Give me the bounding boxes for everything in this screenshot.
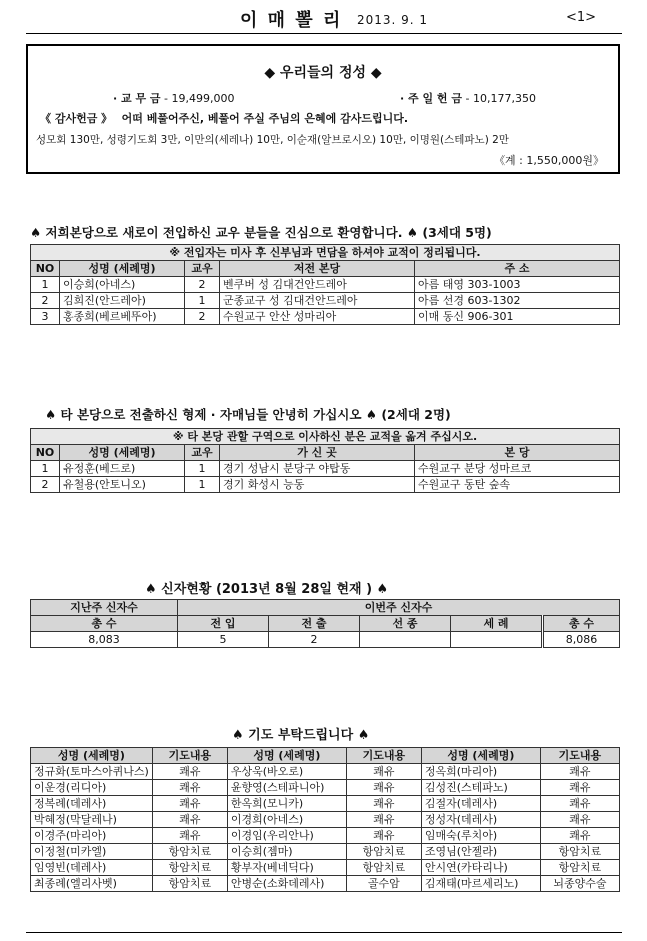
- thanks-title: 《 감사헌금 》: [40, 112, 113, 125]
- table-row: [31, 844, 620, 860]
- col-header: 성명 (세례명): [31, 748, 153, 764]
- table-row: [31, 780, 620, 796]
- offering-box: [26, 44, 620, 174]
- table-row: [31, 632, 620, 648]
- cell: 유철용(안토니오): [60, 477, 185, 493]
- newcomers-table: [30, 244, 620, 325]
- header-rule-top: [26, 33, 622, 34]
- col-header: 교우: [185, 261, 220, 277]
- thanks-line: [40, 110, 408, 126]
- table-row: [31, 860, 620, 876]
- moved-note: ※ 타 본당 관할 구역으로 이사하신 분은 교적을 옮겨 주십시오.: [31, 429, 620, 445]
- cell: 쾌유: [152, 812, 227, 828]
- cell: 정규화(토마스아퀴나스): [31, 764, 153, 780]
- cell: 쾌유: [346, 812, 421, 828]
- cell: 김절자(데레사): [421, 796, 540, 812]
- cell: 항암치료: [152, 860, 227, 876]
- col-header: 전 입: [178, 616, 269, 632]
- cell: 김성진(스테파노): [421, 780, 540, 796]
- cell: 3: [31, 309, 60, 325]
- col-header: 총 수: [543, 616, 620, 632]
- cell: 황부자(베네딕다): [227, 860, 346, 876]
- cell: 5: [178, 632, 269, 648]
- cell: 조영님(안젤라): [421, 844, 540, 860]
- cell: 쾌유: [346, 828, 421, 844]
- newsletter-title: 이 매 뽈 리: [240, 10, 343, 31]
- col-header: NO: [31, 445, 60, 461]
- newcomers-title: ♠ 저희본당으로 새로이 전입하신 교우 분들을 진심으로 환영합니다. ♠ (3세대 5명): [30, 225, 492, 240]
- table-row: [31, 277, 620, 293]
- cell: 2: [185, 277, 220, 293]
- cell: 이경주(마리아): [31, 828, 153, 844]
- cell: 항암치료: [152, 844, 227, 860]
- cell: 한옥희(모니카): [227, 796, 346, 812]
- table-row: [31, 796, 620, 812]
- col-header: 가 신 곳: [220, 445, 415, 461]
- donor-list: 성모회 130만, 성령기도회 3만, 이만의(세레나) 10만, 이순재(알브로시오) 10만, 이명원(스테파노) 2만: [36, 134, 509, 146]
- cell: 쾌유: [152, 780, 227, 796]
- education-fund: [113, 90, 235, 106]
- table-row: [31, 812, 620, 828]
- cell: 쾌유: [540, 764, 619, 780]
- cell: 1: [31, 277, 60, 293]
- col-header: 기도내용: [540, 748, 619, 764]
- cell: 박혜정(막달레나): [31, 812, 153, 828]
- col-header: 주 소: [415, 261, 620, 277]
- cell: 항암치료: [346, 860, 421, 876]
- cell: 이정철(미카엘): [31, 844, 153, 860]
- cell: 쾌유: [540, 796, 619, 812]
- sunday-offering: [400, 90, 536, 106]
- col-header: 본 당: [415, 445, 620, 461]
- footer-rule: [26, 932, 622, 933]
- cell: 쾌유: [346, 780, 421, 796]
- cell: 우상욱(바오로): [227, 764, 346, 780]
- cell: 홍종희(베르베뚜아): [60, 309, 185, 325]
- cell: 아름 선경 603-1302: [415, 293, 620, 309]
- offering-total: 《계 : 1,550,000원》: [494, 154, 604, 167]
- prayer-title: ♠ 기도 부탁드립니다 ♠: [232, 728, 370, 743]
- cell: 이매 동신 906-301: [415, 309, 620, 325]
- prayer-table: [30, 747, 620, 892]
- table-row: [31, 828, 620, 844]
- education-label: · 교 무 금: [113, 92, 161, 105]
- cell: 임매숙(루치아): [421, 828, 540, 844]
- cell: 쾌유: [346, 796, 421, 812]
- cell: 2: [269, 632, 360, 648]
- table-row: [31, 293, 620, 309]
- cell: [360, 632, 451, 648]
- status-title: ♠ 신자현황 (2013년 8월 28일 현재 ) ♠: [145, 582, 389, 597]
- col-header: 기도내용: [152, 748, 227, 764]
- cell: 8,083: [31, 632, 178, 648]
- col-header: 저전 본당: [220, 261, 415, 277]
- cell: 1: [185, 477, 220, 493]
- col-header: 교우: [185, 445, 220, 461]
- cell: 최종례(엘리사벳): [31, 876, 153, 892]
- col-header: 선 종: [360, 616, 451, 632]
- cell: 김재태(마르세리노): [421, 876, 540, 892]
- cell: 군종교구 성 김대건안드레아: [220, 293, 415, 309]
- table-row: [31, 461, 620, 477]
- cell: 이승희(젬마): [227, 844, 346, 860]
- cell: 항암치료: [540, 844, 619, 860]
- cell: 1: [31, 461, 60, 477]
- col-header: 성명 (세례명): [60, 445, 185, 461]
- col-header: 성명 (세례명): [227, 748, 346, 764]
- cell: 수원교구 동탄 숲속: [415, 477, 620, 493]
- col-header: 전 출: [269, 616, 360, 632]
- col-header: 성명 (세례명): [421, 748, 540, 764]
- col-header: 기도내용: [346, 748, 421, 764]
- cell: 쾌유: [346, 764, 421, 780]
- cell: 유정훈(베드로): [60, 461, 185, 477]
- last-week-header: 지난주 신자수: [31, 600, 178, 616]
- issue-date: 2013. 9. 1: [357, 13, 429, 27]
- cell: 안시연(카타리나): [421, 860, 540, 876]
- col-header: 세 례: [451, 616, 543, 632]
- table-row: [31, 309, 620, 325]
- cell: 수원교구 안산 성마리아: [220, 309, 415, 325]
- cell: 경기 성남시 분당구 야탑동: [220, 461, 415, 477]
- cell: 이승희(아네스): [60, 277, 185, 293]
- cell: 2: [31, 477, 60, 493]
- table-row: [31, 477, 620, 493]
- status-table: [30, 599, 620, 648]
- sunday-label: · 주 일 헌 금: [400, 92, 463, 105]
- cell: 항암치료: [540, 860, 619, 876]
- cell: 8,086: [543, 632, 620, 648]
- cell: 2: [31, 293, 60, 309]
- cell: 경기 화성시 능동: [220, 477, 415, 493]
- cell: 윤향영(스테파니아): [227, 780, 346, 796]
- cell: 쾌유: [152, 764, 227, 780]
- cell: 쾌유: [152, 828, 227, 844]
- col-header: NO: [31, 261, 60, 277]
- cell: 아름 태영 303-1003: [415, 277, 620, 293]
- table-row: [31, 876, 620, 892]
- education-value: - 19,499,000: [164, 92, 235, 105]
- cell: 항암치료: [152, 876, 227, 892]
- page-number: <1>: [566, 10, 597, 25]
- cell: 안병순(소화데레사): [227, 876, 346, 892]
- cell: 골수암: [346, 876, 421, 892]
- cell: 이경희(아네스): [227, 812, 346, 828]
- cell: 항암치료: [346, 844, 421, 860]
- cell: 임영빈(데레사): [31, 860, 153, 876]
- col-header: 성명 (세례명): [60, 261, 185, 277]
- cell: 쾌유: [152, 796, 227, 812]
- moved-title: ♠ 타 본당으로 전출하신 형제 · 자매님들 안녕히 가십시오 ♠ (2세대 2명): [45, 407, 451, 422]
- cell: 쾌유: [540, 812, 619, 828]
- cell: 정옥희(마리아): [421, 764, 540, 780]
- table-row: [31, 764, 620, 780]
- cell: 김희진(안드레아): [60, 293, 185, 309]
- cell: 정성자(데레사): [421, 812, 540, 828]
- cell: 쾌유: [540, 828, 619, 844]
- cell: 1: [185, 293, 220, 309]
- sunday-value: - 10,177,350: [465, 92, 536, 105]
- cell: 뇌종양수술: [540, 876, 619, 892]
- cell: 이경임(우리안나): [227, 828, 346, 844]
- cell: 1: [185, 461, 220, 477]
- cell: 이운경(리디아): [31, 780, 153, 796]
- moved-table: [30, 428, 620, 493]
- cell: 벤쿠버 성 김대건안드레아: [220, 277, 415, 293]
- offering-title: ◆ 우리들의 정성 ◆: [264, 65, 382, 81]
- cell: [451, 632, 543, 648]
- col-header: 총 수: [31, 616, 178, 632]
- newcomers-note: ※ 전입자는 미사 후 신부님과 면담을 하셔야 교적이 정리됩니다.: [31, 245, 620, 261]
- thanks-message: 어떠 베풀어주신, 베풀어 주실 주님의 은혜에 감사드립니다.: [121, 112, 409, 125]
- cell: 쾌유: [540, 780, 619, 796]
- cell: 수원교구 분당 성마르코: [415, 461, 620, 477]
- this-week-header: 이번주 신자수: [178, 600, 620, 616]
- cell: 정복례(데레사): [31, 796, 153, 812]
- cell: 2: [185, 309, 220, 325]
